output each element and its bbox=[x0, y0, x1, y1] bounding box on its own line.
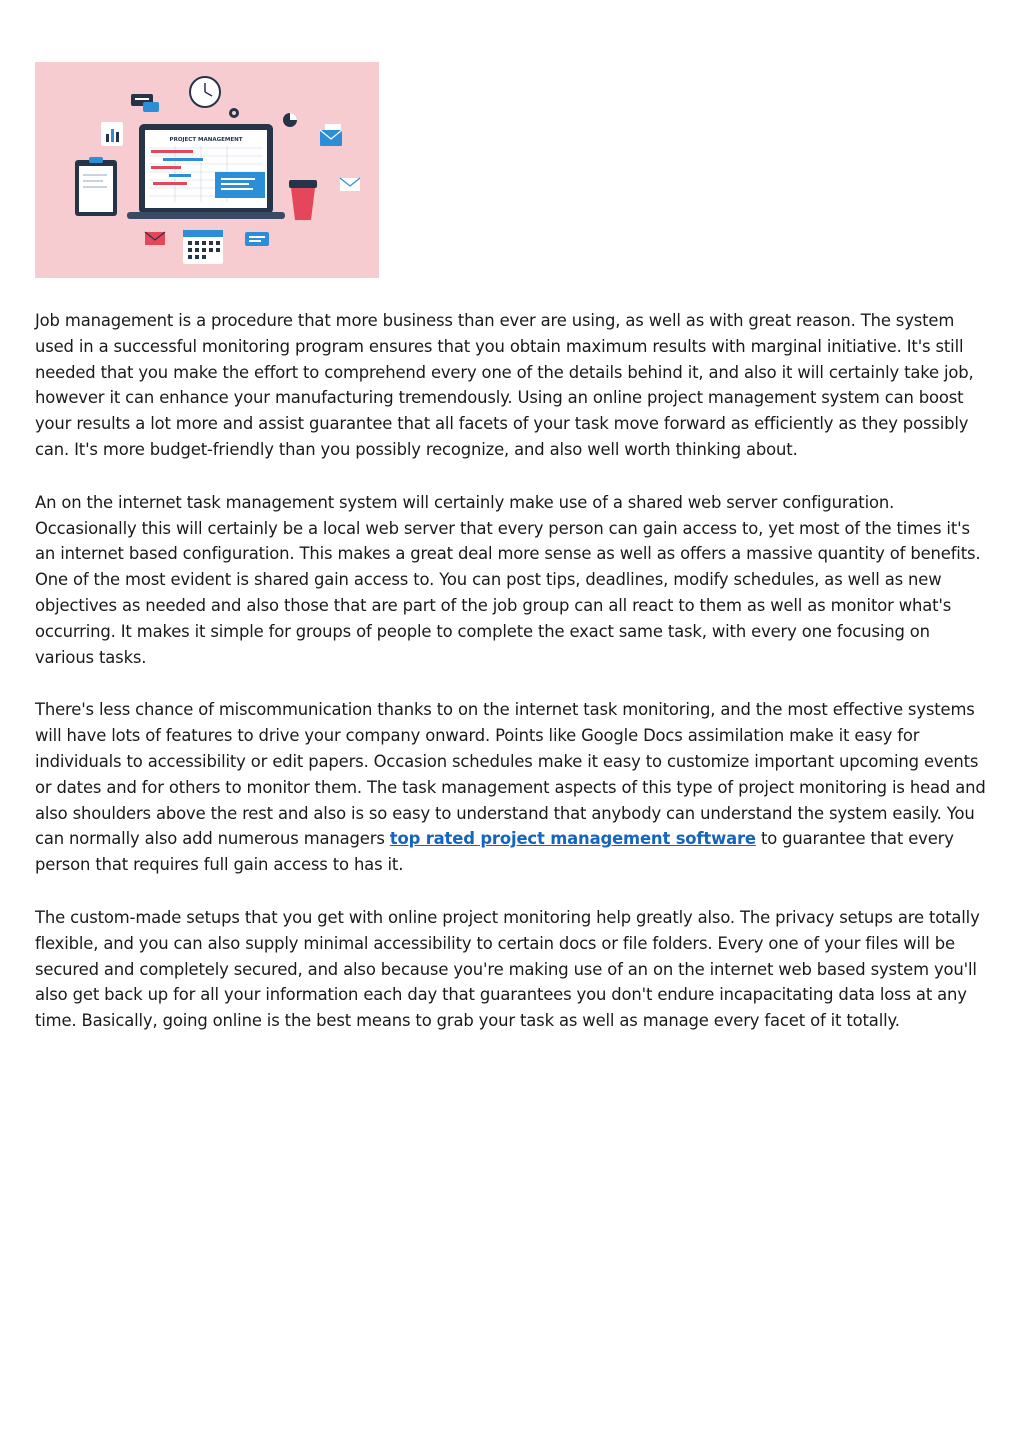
article-body bbox=[35, 308, 993, 1061]
screen-title: PROJECT MANAGEMENT bbox=[169, 137, 243, 143]
paragraph-3-text-end: to guarantee that every person that requires full gain access to has it. bbox=[35, 829, 954, 875]
paragraph-3-text-start: There's less chance of miscommunication thanks to on the internet task monitoring, and the most effective systems will have lots of features to drive your company onward. Points like Google Docs assimilation make it easy for individuals to accessibility or edit papers. Occasion schedules make it easy to customize important upcoming events or dates and for others to monitor them. The task management aspects of this type of project monitoring is head and also shoulders above the rest and also is so easy to understand that anybody can understand the system easily. You can normally also add numerous managers bbox=[35, 700, 986, 849]
paragraph-1: Job management is a procedure that more business than ever are using, as well as with great reason. The system used in a successful monitoring program ensures that you obtain maximum results with marginal initiative. It's still needed that you make the effort to comprehend every one of the details behind it, and also it will certainly take job, however it can enhance your manufacturing tremendously. Using an online project management system can boost your results a lot more and assist guarantee that all facets of your task move forward as efficiently as they possibly can. It's more budget-friendly than you possibly recognize, and also well worth thinking about. bbox=[35, 311, 974, 459]
hero-image bbox=[35, 62, 379, 278]
software-link[interactable]: top rated project management software bbox=[389, 829, 756, 849]
paragraph-3 bbox=[35, 697, 993, 878]
paragraph-2: An on the internet task management system will certainly make use of a shared web server configuration. Occasionally this will certainly be a local web server that every person can gain access to, yet most of the times it's an internet based configuration. This makes a great deal more sense as well as offers a massive quantity of benefits. One of the most evident is shared gain access to. You can post tips, deadlines, modify schedules, as well as new objectives as needed and also those that are part of the job group can all react to them as well as monitor what's occurring. It makes it simple for groups of people to complete the exact same task, with every one focusing on various tasks. bbox=[35, 492, 981, 667]
paragraph-4: The custom-made setups that you get with online project monitoring help greatly also. The privacy setups are totally flexible, and you can also supply minimal accessibility to certain docs or file folders. Every one of your files will be secured and completely secured, and also because you're making use of an on the internet web based system you'll also get back up for all your information each day that guarantees you don't endure incapacitating data loss at any time. Basically, going online is the best means to grab your task as well as manage every facet of it totally. bbox=[35, 907, 980, 1031]
project-management-illustration-icon bbox=[35, 62, 379, 278]
